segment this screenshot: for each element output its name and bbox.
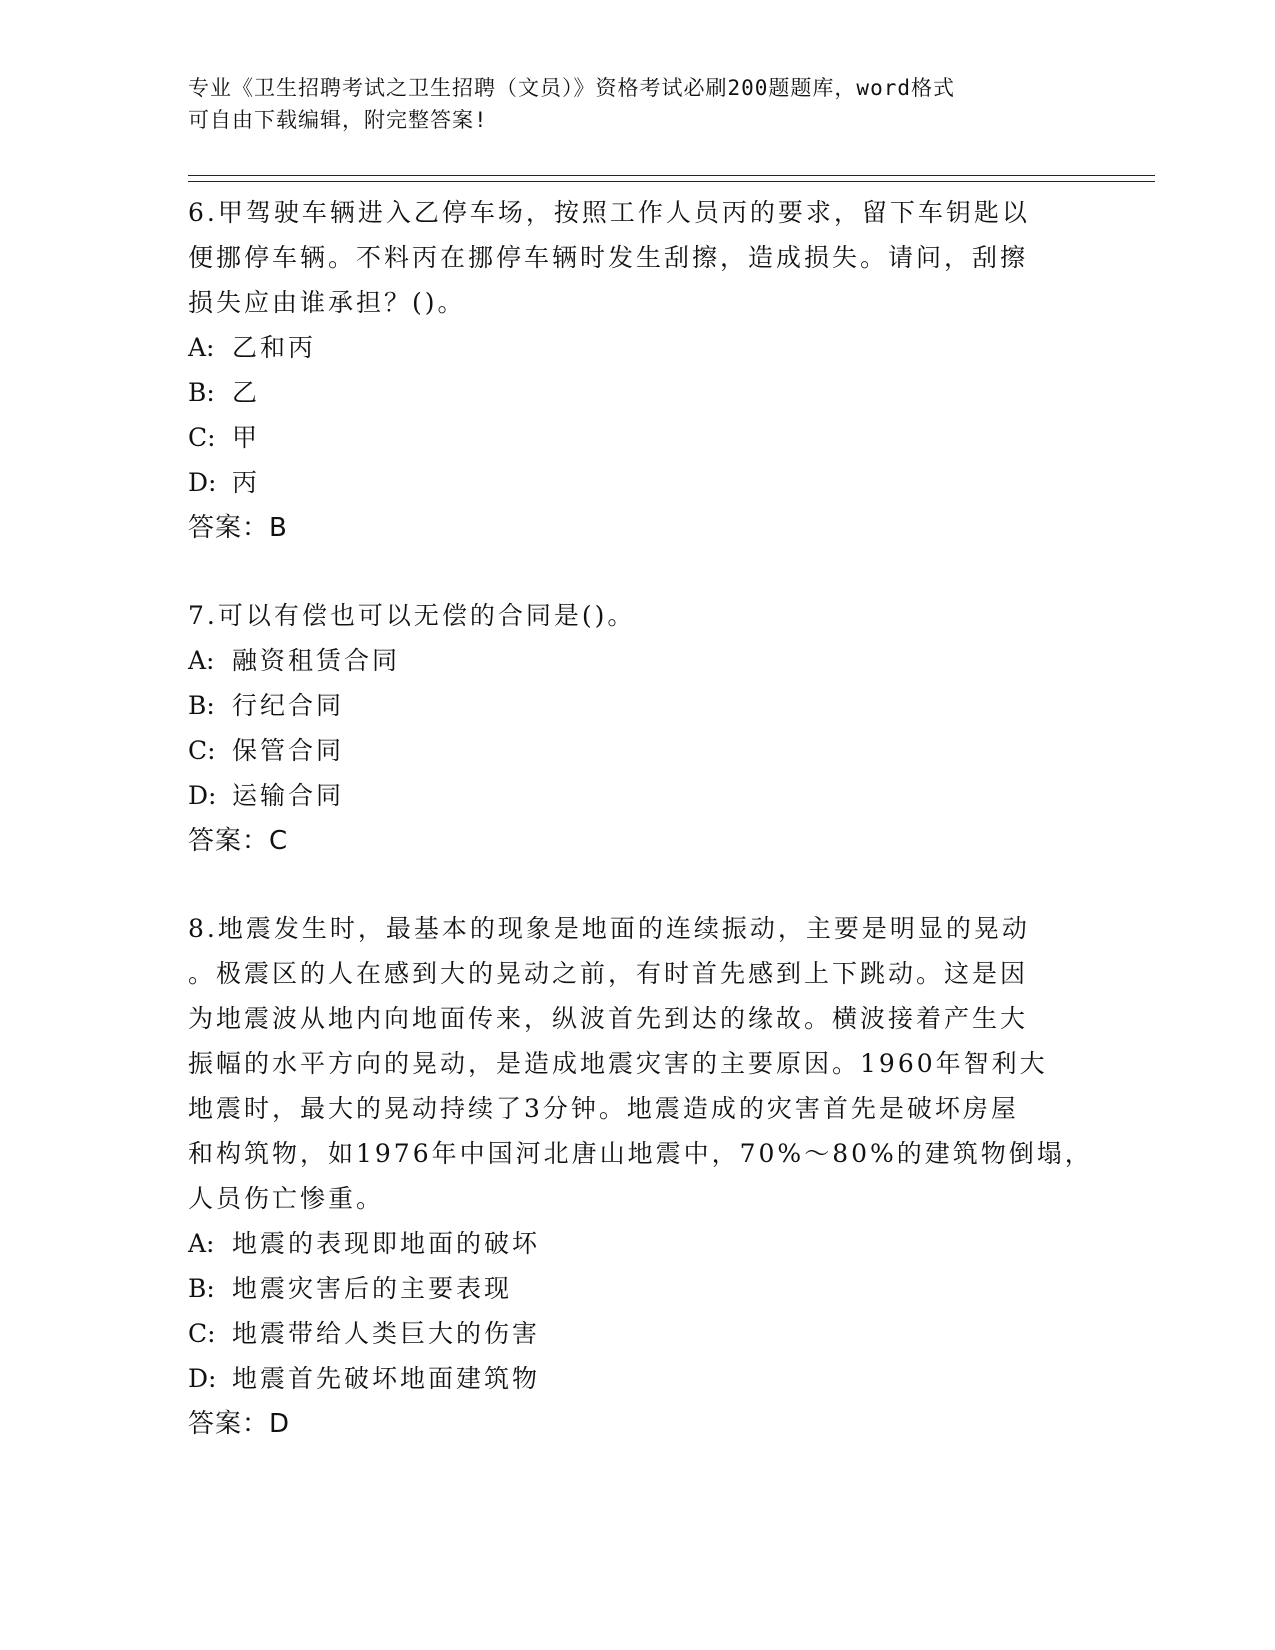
question-stem <box>188 593 1068 638</box>
option-label: D: <box>188 468 217 497</box>
stem-line: 振幅的水平方向的晃动，是造成地震灾害的主要原因。1960年智利大 <box>188 1049 1048 1078</box>
spacer <box>188 551 1068 593</box>
header-line-2: 可自由下载编辑，附完整答案! <box>188 108 488 132</box>
option-a <box>188 1221 1068 1266</box>
option-label: A: <box>188 1229 215 1258</box>
stem-line: 为地震波从地内向地面传来，纵波首先到达的缘故。横波接着产生大 <box>188 1004 1029 1033</box>
option-label: D: <box>188 1364 217 1393</box>
option-label: D: <box>188 781 217 810</box>
option-text: 甲 <box>232 423 261 452</box>
question-stem <box>188 190 1068 325</box>
option-text: 地震灾害后的主要表现 <box>232 1274 513 1303</box>
option-label: B: <box>188 1274 215 1303</box>
option-text: 乙和丙 <box>232 333 317 362</box>
option-label: C: <box>188 1319 216 1348</box>
option-label: B: <box>188 378 215 407</box>
option-label: B: <box>188 691 215 720</box>
stem-line: 7.可以有偿也可以无偿的合同是()。 <box>188 601 636 630</box>
stem-line: 人员伤亡惨重。 <box>188 1184 385 1213</box>
question-6 <box>188 190 1068 551</box>
answer: 答案：C <box>188 826 289 856</box>
option-label: C: <box>188 423 216 452</box>
question-list <box>188 190 1093 1447</box>
header-line-1: 专业《卫生招聘考试之卫生招聘（文员）》资格考试必刷200题题库，word格式 <box>188 76 955 100</box>
option-text: 乙 <box>232 378 261 407</box>
option-label: C: <box>188 736 216 765</box>
option-d <box>188 773 1068 818</box>
option-text: 行纪合同 <box>232 691 345 720</box>
spacer <box>188 864 1068 906</box>
option-text: 保管合同 <box>232 736 345 765</box>
stem-line: 6.甲驾驶车辆进入乙停车场，按照工作人员丙的要求，留下车钥匙以 <box>188 198 1030 227</box>
option-c <box>188 728 1068 773</box>
option-text: 丙 <box>232 468 261 497</box>
option-b <box>188 370 1068 415</box>
header-rule-top <box>188 175 1155 176</box>
answer: 答案：B <box>188 513 288 543</box>
stem-line: 。极震区的人在感到大的晃动之前，有时首先感到上下跳动。这是因 <box>188 959 1029 988</box>
stem-line: 和构筑物，如1976年中国河北唐山地震中，70%～80%的建筑物倒塌， <box>188 1139 1093 1168</box>
answer: 答案：D <box>188 1409 291 1439</box>
question-stem <box>188 906 1093 1221</box>
stem-line: 便挪停车辆。不料丙在挪停车辆时发生刮擦，造成损失。请问，刮擦 <box>188 243 1029 272</box>
document-header <box>188 72 1068 136</box>
option-d <box>188 460 1068 505</box>
question-7 <box>188 593 1068 864</box>
option-b <box>188 1266 1068 1311</box>
option-text: 地震带给人类巨大的伤害 <box>232 1319 541 1348</box>
option-label: A: <box>188 333 215 362</box>
option-c <box>188 1311 1068 1356</box>
option-a <box>188 638 1068 683</box>
option-c <box>188 415 1068 460</box>
option-a <box>188 325 1068 370</box>
option-text: 地震的表现即地面的破坏 <box>232 1229 541 1258</box>
stem-line: 8.地震发生时，最基本的现象是地面的连续振动，主要是明显的晃动 <box>188 914 1030 943</box>
option-label: A: <box>188 646 215 675</box>
option-text: 运输合同 <box>232 781 345 810</box>
stem-line: 损失应由谁承担？()。 <box>188 288 466 317</box>
header-rule-bottom <box>188 181 1155 182</box>
option-b <box>188 683 1068 728</box>
question-8 <box>188 906 1093 1447</box>
option-text: 地震首先破坏地面建筑物 <box>232 1364 541 1393</box>
option-d <box>188 1356 1068 1401</box>
option-text: 融资租赁合同 <box>232 646 401 675</box>
stem-line: 地震时，最大的晃动持续了3分钟。地震造成的灾害首先是破坏房屋 <box>188 1094 1019 1123</box>
